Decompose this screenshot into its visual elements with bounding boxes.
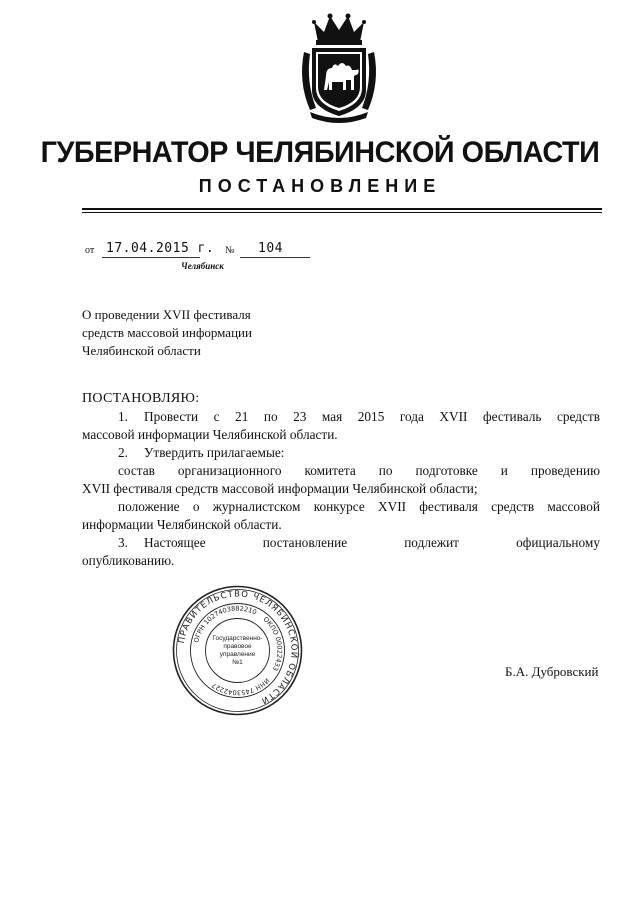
date-underline [102,257,200,258]
seal-center-line: правовое [223,643,252,650]
seal-outer-text: ПРАВИТЕЛЬСТВО ЧЕЛЯБИНСКОЙ ОБЛАСТИ [176,589,299,706]
item-number: 3. [118,535,128,550]
item-1-line-2: массовой информации Челябинской области. [82,427,338,442]
seal-center-line: №1 [232,659,243,666]
item-number: 1. [118,409,128,424]
seal-center-line: управление [219,651,256,658]
item-2-sub-1-line-1: состав организационного комитета по подготовке и проведению [118,463,600,478]
item-2-sub-2-line-2: информации Челябинской области. [82,517,282,532]
item-text: Утвердить прилагаемые: [144,445,285,460]
header-divider-thick [82,208,602,210]
header-divider-thin [82,212,602,213]
seal-okpo-text: ОКПО 00022433 [261,615,284,673]
issuer-title: ГУБЕРНАТОР ЧЕЛЯБИНСКОЙ ОБЛАСТИ [40,136,600,169]
official-seal-stamp [171,584,304,717]
document-body [82,390,600,570]
item-1-line-1 [82,408,600,426]
document-type-heading: ПОСТАНОВЛЕНИЕ [198,176,442,196]
subject-line: О проведении XVII фестиваля [82,307,251,322]
number-label: № [225,245,235,256]
signatory-name: Б.А. Дубровский [505,664,599,679]
item-number: 2. [118,445,128,460]
subject-line: средств массовой информации [82,325,252,340]
item-2-sub-2-line-1: положение о журналистском конкурсе XVII фестиваля средств массовой [118,499,600,514]
svg-text:ОКПО 00022433 [262,615,284,672]
item-text: Провести с 21 по 23 мая 2015 года XVII фестиваль средств [144,409,600,424]
item-3-line-1 [82,534,600,552]
seal-center-line: Государственно- [212,635,263,642]
seal-inn-text: ИНН 7453042227 [210,676,271,697]
item-text: Настоящее постановление подлежит официальному [144,535,600,550]
item-3-line-2: опубликованию. [82,553,175,568]
document-date: 17.04.2015 г. [106,241,215,256]
document-date-number-row [85,241,350,259]
coat-of-arms-emblem [296,12,382,124]
issuing-city: Челябинск [181,261,224,271]
number-underline [240,257,310,258]
item-2-line-1 [82,444,600,462]
item-2-sub-1-line-2: XVII фестиваля средств массовой информации Челябинской области; [82,481,478,496]
seal-ogrn-text: ОГРН 1027403882210 [192,604,258,644]
document-number: 104 [258,241,283,256]
subject-line: Челябинской области [82,343,201,358]
date-label: от [85,245,95,256]
decree-word: ПОСТАНОВЛЯЮ: [82,391,200,406]
document-subject [82,306,312,360]
